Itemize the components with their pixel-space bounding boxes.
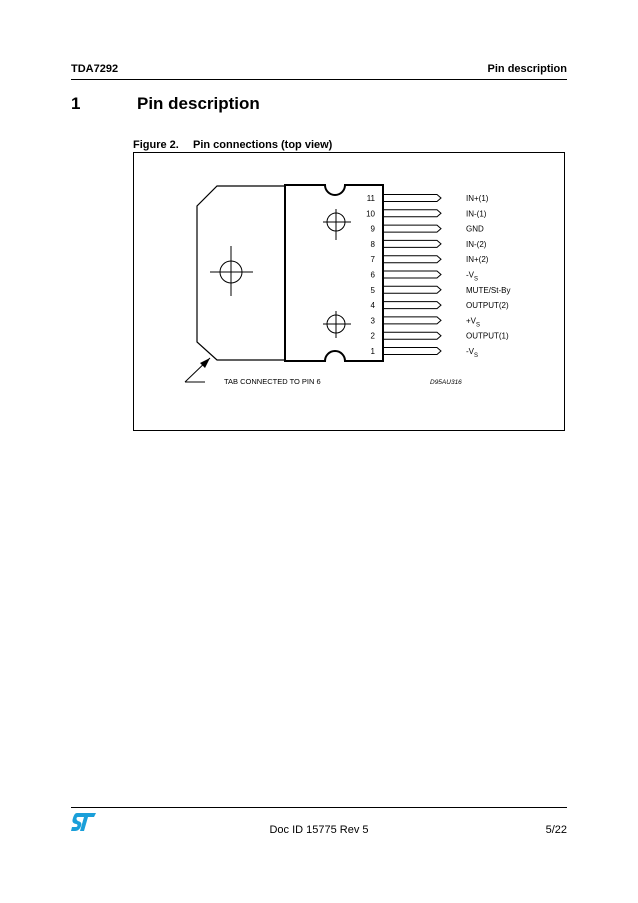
pin-5	[371, 286, 511, 295]
pin-name: $+V_S$	[466, 316, 481, 329]
pin-name-subscript: S	[474, 276, 479, 283]
pin-number: 7	[370, 255, 375, 265]
pin-number: 10	[366, 209, 375, 219]
tab-mounting-hole	[210, 246, 253, 296]
pin-2	[371, 332, 509, 341]
pin-10	[366, 209, 487, 218]
pin-lead	[383, 195, 441, 202]
pin-list	[366, 194, 510, 359]
pin-name: IN+(1)	[466, 194, 489, 203]
pin-number: 11	[366, 194, 375, 203]
pin-name-subscript: S	[476, 322, 481, 329]
pin-number: 5	[370, 285, 375, 295]
section-title: Pin description	[137, 94, 260, 113]
body-reference-mark-top	[323, 209, 351, 240]
pin-name: $-V_S$	[466, 347, 479, 359]
footer-page-number: 5/22	[545, 824, 567, 836]
drawing-code: D95AU316	[430, 379, 462, 386]
pin-name: MUTE/St-By	[466, 285, 511, 295]
pin-number: 6	[370, 270, 375, 280]
figure-title: Pin connections (top view)	[193, 139, 333, 151]
pin-lead	[383, 302, 441, 309]
header-product-name: TDA7292	[71, 63, 119, 75]
pin-lead	[383, 225, 441, 232]
pin-9	[371, 225, 484, 234]
pin-6	[371, 271, 478, 283]
pin-lead	[383, 348, 441, 355]
package-tab	[197, 186, 285, 360]
pin-name: IN-(1)	[466, 209, 487, 219]
tab-connection-note: TAB CONNECTED TO PIN 6	[224, 377, 321, 386]
header-divider	[71, 79, 567, 80]
pin-7	[371, 255, 489, 264]
pin-4	[371, 301, 509, 310]
pin-1	[371, 347, 478, 359]
pin-name-subscript: S	[474, 353, 479, 359]
pin-lead	[383, 317, 441, 324]
pin-name: IN+(2)	[466, 255, 489, 265]
pin-lead	[383, 271, 441, 278]
pin-lead	[383, 332, 441, 339]
pin-8	[371, 240, 487, 249]
pin-number: 8	[370, 239, 375, 249]
pin-name: GND	[466, 224, 484, 234]
pin-lead	[383, 256, 441, 263]
pin-name: $-V_S$	[466, 270, 479, 283]
body-reference-mark-bottom	[323, 311, 351, 338]
pin-lead	[383, 210, 441, 217]
pin-number: 3	[370, 316, 375, 326]
footer-divider	[71, 807, 567, 808]
footer-doc-id: Doc ID 15775 Rev 5	[269, 824, 369, 836]
pin-number: 4	[370, 301, 375, 311]
pin-lead	[383, 286, 441, 293]
pin-3	[371, 316, 480, 328]
pin-number: 2	[370, 331, 375, 341]
pin-11	[367, 194, 489, 203]
pin-number: 1	[370, 347, 375, 356]
pin-name: OUTPUT(2)	[466, 301, 509, 311]
pin-lead	[383, 240, 441, 247]
section-number: 1	[71, 94, 81, 113]
pin-number: 9	[370, 224, 375, 234]
header-section-name: Pin description	[487, 63, 567, 75]
figure-label: Figure 2.	[133, 139, 179, 151]
pin-name: OUTPUT(1)	[466, 331, 509, 341]
pin-connection-diagram	[133, 152, 565, 431]
pin-name: IN-(2)	[466, 239, 487, 249]
